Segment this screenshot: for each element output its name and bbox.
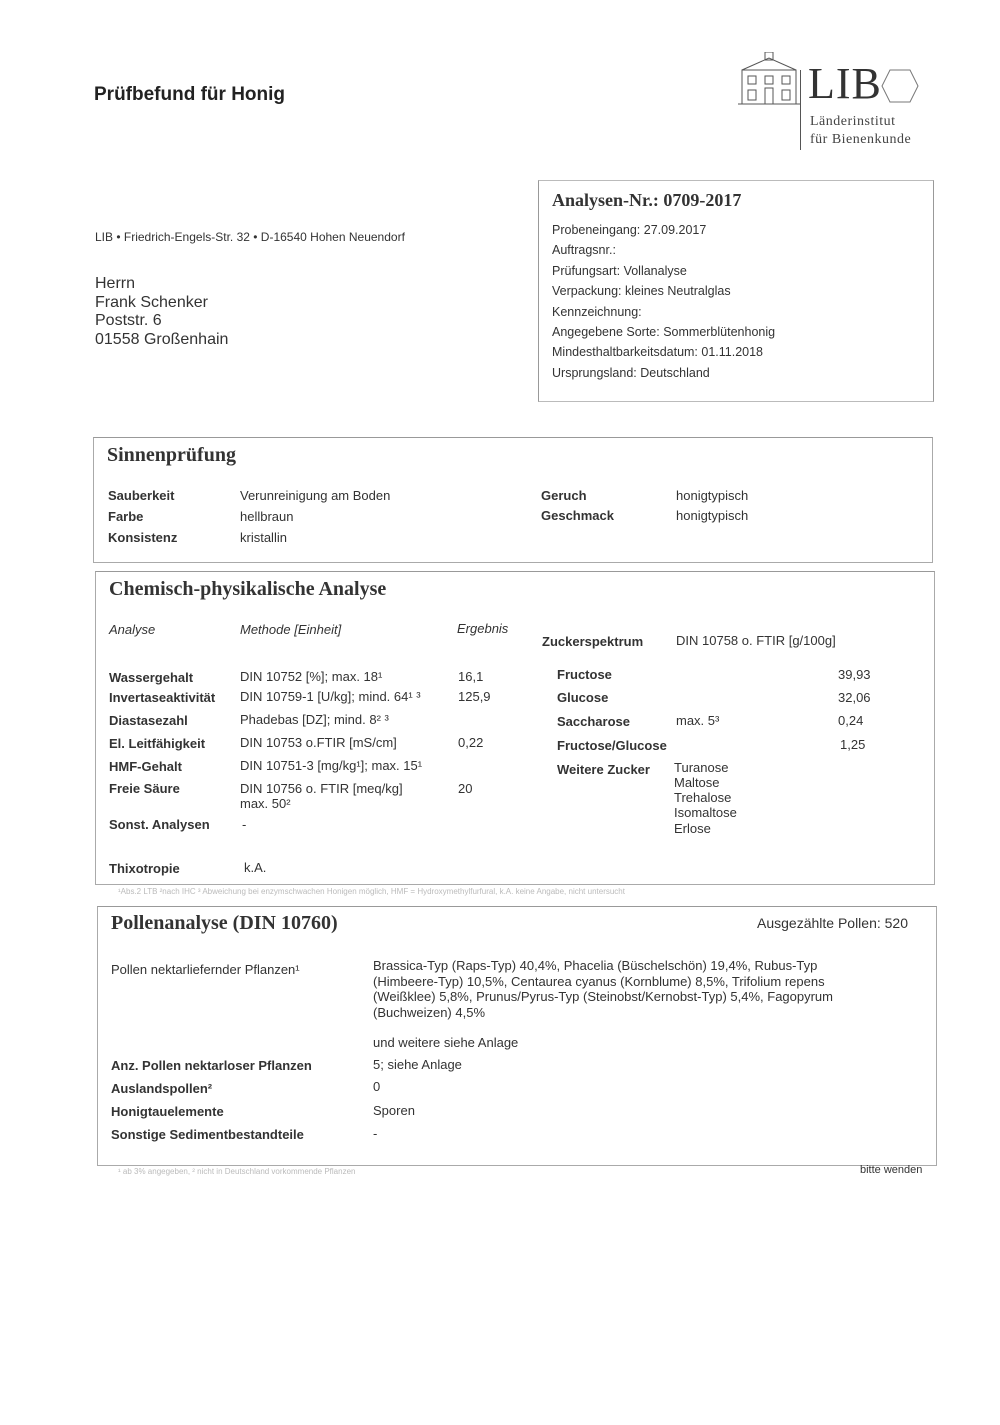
pollen-title — [111, 912, 338, 935]
logo-line-1: Länderinstitut — [810, 114, 896, 129]
sinnen-value: kristallin — [240, 530, 287, 545]
sinnen-label: Geschmack — [541, 508, 614, 523]
pollen-row-value: 5; siehe Anlage — [373, 1057, 462, 1072]
sinnen-label: Farbe — [108, 509, 144, 524]
chem-methode: - — [242, 817, 247, 832]
weitere-zucker-item: Erlose — [674, 821, 711, 836]
page-title: Prüfbefund für Honig — [94, 84, 286, 105]
chem-section — [95, 571, 935, 885]
recipient-address — [95, 275, 228, 349]
chem-methode: DIN 10756 o. FTIR [meq/kg] — [240, 781, 403, 796]
chem-header-ergebnis: Ergebnis — [457, 621, 509, 636]
weitere-zucker-item: Isomaltose — [674, 805, 737, 820]
pollen-row-label: Honigtauelemente — [111, 1104, 224, 1119]
sinnen-value: Verunreinigung am Boden — [240, 488, 391, 503]
pollen-count: Ausgezählte Pollen: 520 — [757, 915, 908, 931]
chem-ergebnis: 0,22 — [458, 735, 484, 750]
zucker-name: Glucose — [557, 690, 609, 705]
recipient-city: 01558 Großenhain — [95, 330, 229, 348]
pollen-title-text: Pollenanalyse (DIN 10760) — [111, 912, 338, 934]
honeycomb-icon — [880, 68, 920, 104]
sinnen-title: Sinnenprüfung — [107, 444, 236, 466]
sinnen-value: honigtypisch — [676, 508, 749, 523]
chem-methode: DIN 10759-1 [U/kg]; mind. 64¹ ³ — [240, 689, 421, 704]
chem-analyse: HMF-Gehalt — [109, 759, 182, 774]
logo-divider — [800, 70, 801, 150]
chem-ergebnis: 16,1 — [458, 669, 484, 684]
pollen-nektar-label: Pollen nektarliefernder Pflanzen¹ — [111, 962, 300, 977]
chem-analyse: Diastasezahl — [109, 713, 188, 728]
pollen-footnote: ¹ ab 3% angegeben, ² nicht in Deutschland vorkommende Pflanzen — [118, 1167, 356, 1176]
pollen-row-label: Auslandspollen² — [111, 1081, 213, 1096]
zucker-value: 0,24 — [838, 713, 864, 728]
pollen-nektar-text: Brassica-Typ (Raps-Typ) 40,4%, Phacelia (Büschelschön) 19,4%, Rubus-Typ (Himbeere-Typ) 10,5%, Centaurea cyanus (Kornblume) 8,5%, Trifolium repens (Weißklee) 5,8%, Prunus/Pyrus-Typ (Steinobst/Kernobst-Typ) 5,4%, Fagopyrum (Buchweizen) 4,5% — [373, 958, 833, 1020]
analysis-line: Mindesthaltbarkeitsdatum: 01.11.2018 — [552, 345, 764, 359]
pollen-row-label: Anz. Pollen nektarloser Pflanzen — [111, 1058, 312, 1073]
sinnen-value: hellbraun — [240, 509, 294, 524]
chem-ergebnis: 125,9 — [458, 689, 491, 704]
chem-analyse: Invertaseaktivität — [109, 690, 216, 705]
chem-header-analyse: Analyse — [109, 622, 156, 637]
sinnen-label: Sauberkeit — [108, 488, 175, 503]
weitere-zucker-item: Turanose — [674, 760, 729, 775]
analysis-line: Auftragsnr.: — [552, 243, 616, 257]
pollen-row-value: 0 — [373, 1079, 381, 1094]
zucker-name: Fructose/Glucose — [557, 738, 667, 753]
analysis-line: Verpackung: kleines Neutralglas — [552, 284, 731, 298]
recipient-name: Frank Schenker — [95, 293, 208, 311]
recipient-salutation: Herrn — [95, 275, 136, 292]
bitte-wenden: bitte wenden — [860, 1164, 923, 1176]
chem-analyse: Sonst. Analysen — [109, 817, 210, 832]
recipient-street: Poststr. 6 — [95, 312, 162, 329]
zucker-value: 1,25 — [840, 737, 866, 752]
logo-letters: LIB — [808, 59, 882, 108]
chem-ergebnis: 20 — [458, 781, 473, 796]
sender-line: LIB • Friedrich-Engels-Str. 32 • D-16540 Hohen Neuendorf — [95, 230, 405, 244]
chem-methode: DIN 10751-3 [mg/kg¹]; max. 15¹ — [240, 758, 423, 773]
analysis-number: Analysen-Nr.: 0709-2017 — [552, 190, 742, 210]
chem-footnote: ¹Abs.2 LTB ²nach IHC ³ Abweichung bei enzymschwachen Honigen möglich, HMF = Hydroxymethylfurfural, k.A. keine Angabe, nicht untersucht — [118, 887, 625, 896]
zucker-value: 32,06 — [838, 690, 871, 705]
zucker-name: Saccharose — [557, 714, 630, 729]
pollen-row-value: Sporen — [373, 1103, 415, 1118]
weitere-zucker-item: Maltose — [674, 775, 720, 790]
chem-analyse: Freie Säure — [109, 781, 180, 796]
chem-analyse: El. Leitfähigkeit — [109, 736, 206, 751]
chem-header-methode: Methode [Einheit] — [240, 622, 342, 637]
zucker-label: Zuckerspektrum — [542, 634, 644, 649]
weitere-zucker-label: Weitere Zucker — [557, 762, 650, 777]
analysis-line: Angegebene Sorte: Sommerblütenhonig — [552, 325, 776, 339]
analysis-line: Probeneingang: 27.09.2017 — [552, 223, 707, 237]
zucker-value: 39,93 — [838, 667, 871, 682]
chem-methode-line2: max. 50² — [240, 796, 291, 811]
pollen-row-value: - — [373, 1126, 378, 1141]
logo-line-2: für Bienenkunde — [810, 132, 912, 147]
chem-analyse: Wassergehalt — [109, 670, 194, 685]
analysis-line: Ursprungsland: Deutschland — [552, 366, 710, 380]
chem-methode: DIN 10753 o.FTIR [mS/cm] — [240, 735, 397, 750]
pollen-row-label: Sonstige Sedimentbestandteile — [111, 1127, 304, 1142]
chem-title: Chemisch-physikalische Analyse — [109, 578, 387, 600]
chem-analyse: Thixotropie — [109, 861, 180, 876]
sinnen-value: honigtypisch — [676, 488, 749, 503]
chem-methode: Phadebas [DZ]; mind. 8² ³ — [240, 712, 389, 727]
building-icon — [738, 52, 800, 112]
zucker-name: Fructose — [557, 667, 612, 682]
zucker-method: DIN 10758 o. FTIR [g/100g] — [676, 633, 836, 648]
sinnen-label: Geruch — [541, 488, 587, 503]
analysis-line: Kennzeichnung: — [552, 305, 642, 319]
sinnen-label: Konsistenz — [108, 530, 178, 545]
chem-methode: DIN 10752 [%]; max. 18¹ — [240, 669, 383, 684]
analysis-line: Prüfungsart: Vollanalyse — [552, 264, 687, 278]
chem-methode: k.A. — [244, 860, 267, 875]
weitere-zucker-item: Trehalose — [674, 790, 732, 805]
zucker-limit: max. 5³ — [676, 713, 720, 728]
pollen-weitere: und weitere siehe Anlage — [373, 1035, 519, 1050]
